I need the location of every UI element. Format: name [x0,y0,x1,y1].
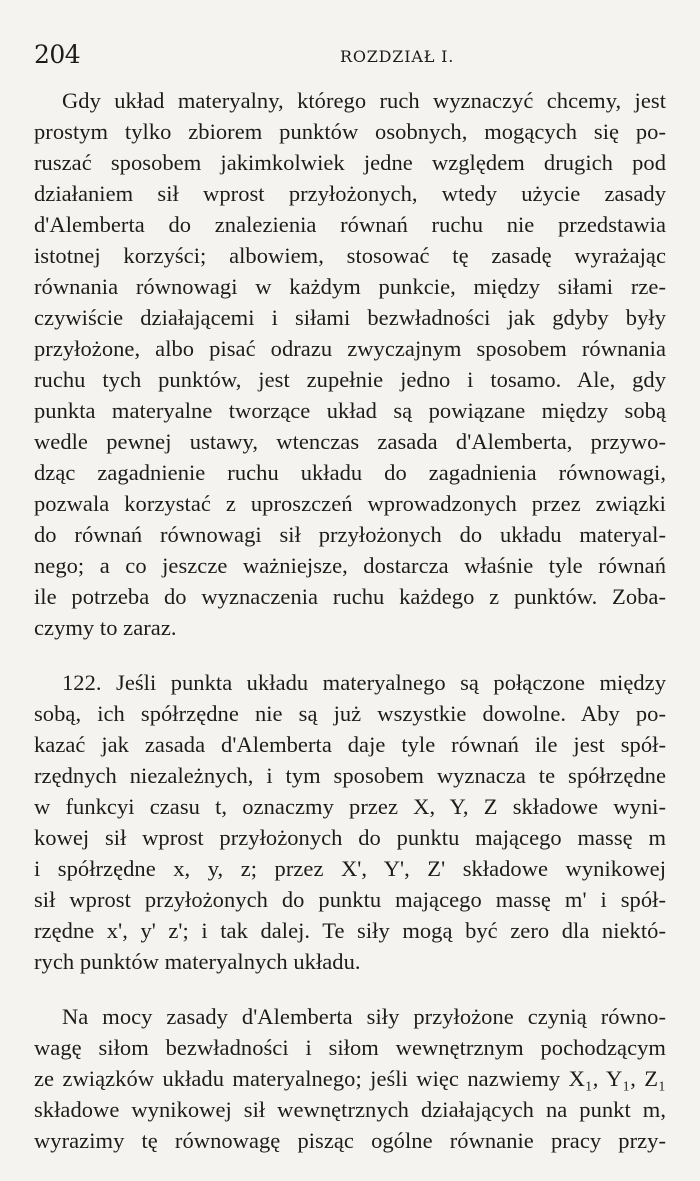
paragraph-1 [34,85,666,643]
text-line: ile potrzeba do wyznaczenia ruchu każdego z punktów. Zoba- [34,584,666,609]
text-line: przyłożone, albo pisać odrazu zwyczajnym sposobem równania [34,336,666,361]
running-head: ROZDZIAŁ I. [340,47,455,66]
paragraph-section-122 [34,667,666,977]
paragraph-3 [34,1001,666,1156]
text-line: wagę siłom bezwładności i siłom wewnętrznym pochodzącym [34,1035,666,1060]
text-line: nego; a co jeszcze ważniejsze, dostarcza właśnie tyle równań [34,553,666,578]
text-line: punkta materyalne tworzące układ są powiązane między sobą [34,398,666,423]
text-line: Na mocy zasady d'Alemberta siły przyłożone czynią równo- [62,1004,666,1029]
text-line: kazać jak zasada d'Alemberta daje tyle równań ile jest spół- [34,732,666,757]
text-line: dząc zagadnienie ruchu układu do zagadnienia równowagi, [34,460,666,485]
text-line: do równań równowagi sił przyłożonych do układu materyal- [34,522,666,547]
text-line: kowej sił wprost przyłożonych do punktu mającego massę m [34,825,666,850]
text-line: czywiście działającemi i siłami bezwładności jak gdyby były [34,305,666,330]
text-line: ruszać sposobem jakimkolwiek jedne względem drugich pod [34,150,666,175]
text-line: 122. Jeśli punkta układu materyalnego są połączone między [62,670,666,695]
text-line: działaniem sił wprost przyłożonych, wtedy użycie zasady [34,181,666,206]
body-text [34,85,666,1156]
text-line: rzędnych niezależnych, i tym sposobem wyznacza te spółrzędne [34,763,666,788]
text-line: pozwala korzystać z uproszczeń wprowadzonych przez związki [34,491,666,516]
text-line: ze związków układu materyalnego; jeśli więc nazwiemy X₁, Y₁, Z₁ [34,1066,666,1091]
text-line: równania równowagi w każdym punkcie, między siłami rze- [34,274,666,299]
page-number: 204 [34,40,81,69]
text-line: składowe wynikowej sił wewnętrznych działających na punkt m, [34,1097,666,1122]
text-line: sobą, ich spółrzędne nie są już wszystkie dowolne. Aby po- [34,701,666,726]
text-line: ruchu tych punktów, jest zupełnie jedno i tosamo. Ale, gdy [34,367,666,392]
text-line: w funkcyi czasu t, oznaczmy przez X, Y, Z składowe wyni- [34,794,666,819]
text-line: sił wprost przyłożonych do punktu mającego massę m' i spół- [34,887,666,912]
text-line: prostym tylko zbiorem punktów osobnych, mogących się po- [34,119,666,144]
text-line: rzędne x', y' z'; i tak dalej. Te siły mogą być zero dla niektó- [34,918,666,943]
text-line: wyrazimy tę równowagę pisząc ogólne równanie pracy przy- [34,1128,666,1153]
text-line: i spółrzędne x, y, z; przez X', Y', Z' składowe wynikowej [34,856,666,881]
text-line: Gdy układ materyalny, którego ruch wyznaczyć chcemy, jest [62,88,666,113]
text-line: istotnej korzyści; albowiem, stosować tę zasadę wyrażając [34,243,666,268]
page-header [34,40,666,80]
text-line: d'Alemberta do znalezienia równań ruchu nie przedstawia [34,212,666,237]
text-line: wedle pewnej ustawy, wtenczas zasada d'Alemberta, przywo- [34,429,666,454]
text-line: rych punktów materyalnych układu. [34,949,361,974]
text-line: czymy to zaraz. [34,615,177,640]
